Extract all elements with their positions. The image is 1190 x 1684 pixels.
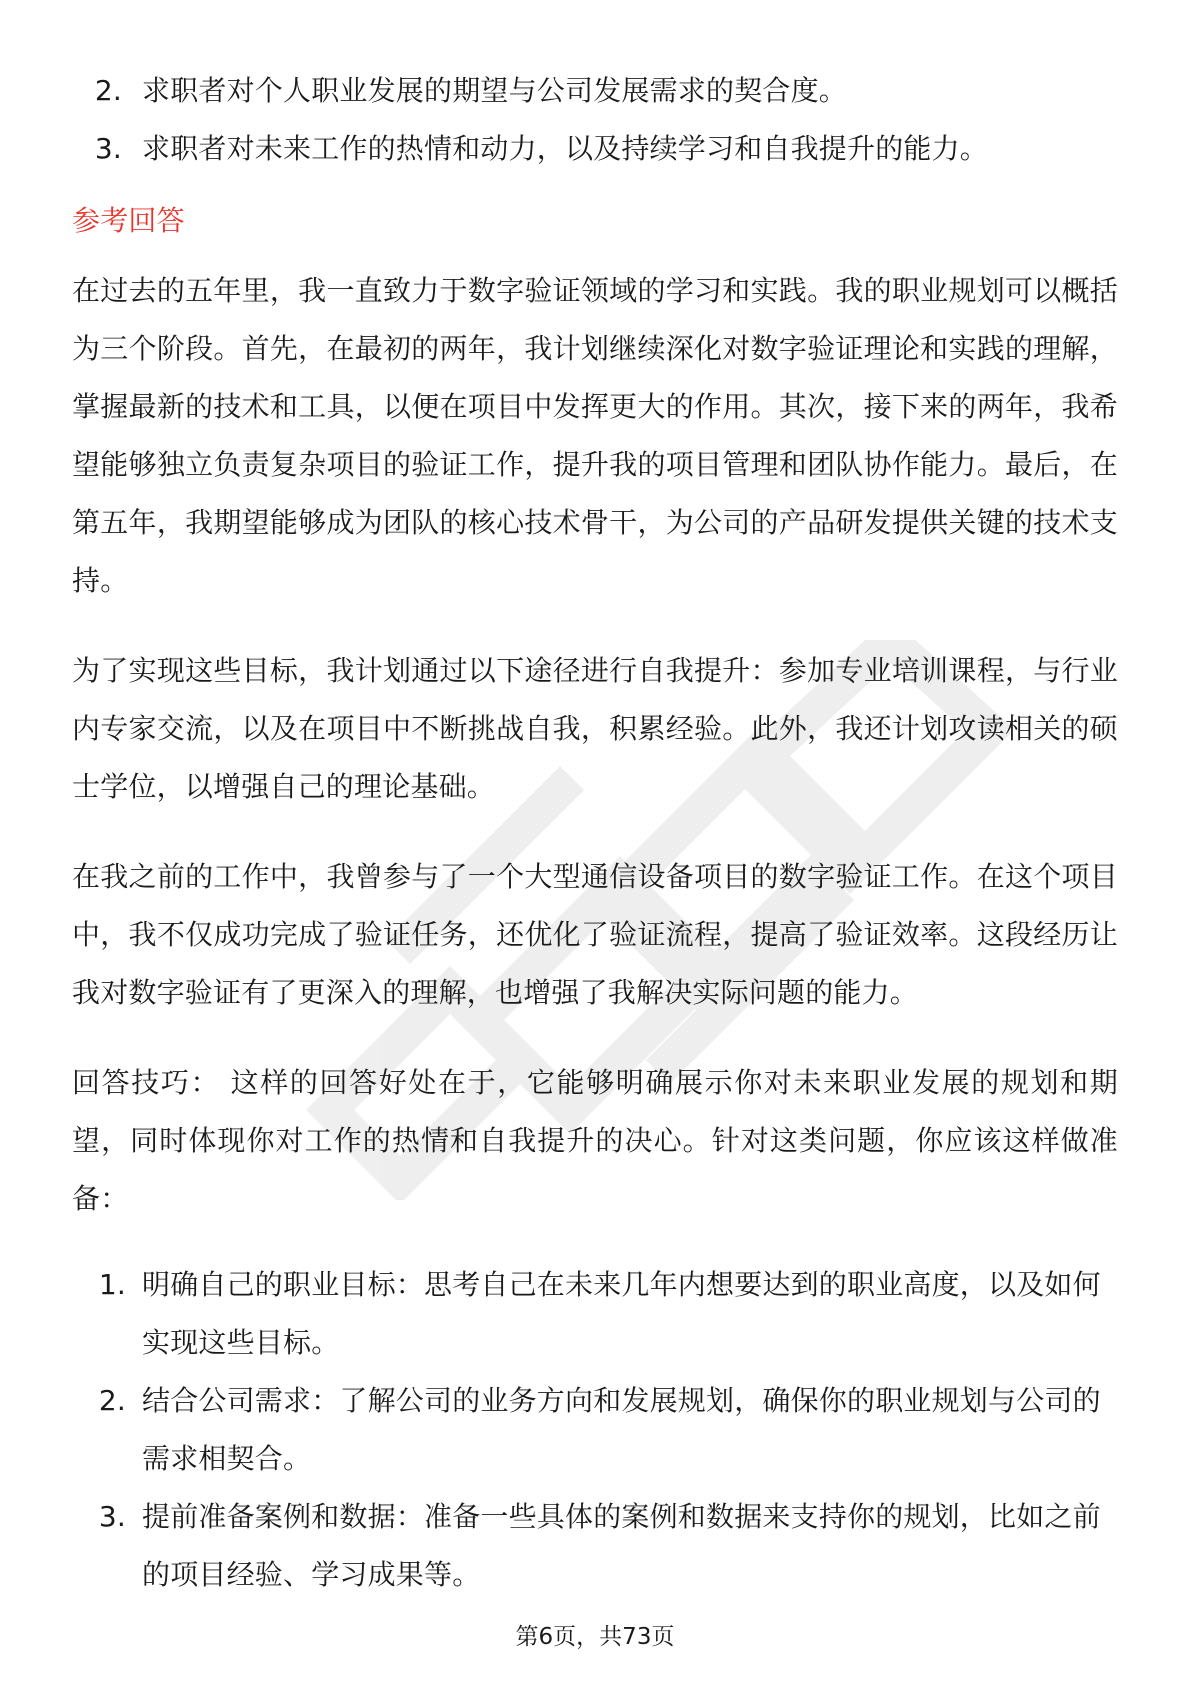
page-content (72, 62, 1118, 1604)
list-item (72, 120, 1118, 178)
answer-paragraph: 在我之前的工作中，我曾参与了一个大型通信设备项目的数字验证工作。在这个项目中，我不仅成功完成了验证任务，还优化了验证流程，提高了验证效率。这段经历让我对数字验证有了更深入的理解，也增强了我解决实际问题的能力。 (72, 860, 1118, 1009)
list-item (72, 62, 1118, 120)
list-number: 2. (94, 74, 122, 107)
list-text: 明确自己的职业目标：思考自己在未来几年内想要达到的职业高度，以及如何实现这些目标。 (142, 1268, 1101, 1359)
list-text: 求职者对未来工作的热情和动力，以及持续学习和自我提升的能力。 (142, 132, 989, 165)
list-number: 3. (94, 132, 122, 165)
page-number-footer: 第6页，共73页 (515, 1624, 675, 1650)
answer-paragraph: 为了实现这些目标，我计划通过以下途径进行自我提升：参加专业培训课程，与行业内专家交流，以及在项目中不断挑战自我，积累经验。此外，我还计划攻读相关的硕士学位，以增强自己的理论基础。 (72, 654, 1118, 803)
tips-paragraph: 回答技巧： 这样的回答好处在于，它能够明确展示你对未来职业发展的规划和期望，同时体现你对工作的热情和自我提升的决心。针对这类问题，你应该这样做准备： (72, 1066, 1118, 1215)
list-item (72, 1488, 1118, 1604)
answer-paragraph: 在过去的五年里，我一直致力于数字验证领域的学习和实践。我的职业规划可以概括为三个阶段。首先，在最初的两年，我计划继续深化对数字验证理论和实践的理解，掌握最新的技术和工具，以便在项目中发挥更大的作用。其次，接下来的两年，我希望能够独立负责复杂项目的验证工作，提升我的项目管理和团队协作能力。最后，在第五年，我期望能够成为团队的核心技术骨干，为公司的产品研发提供关键的技术支持。 (72, 274, 1118, 597)
list-number: 1. (98, 1268, 126, 1301)
list-text: 提前准备案例和数据：准备一些具体的案例和数据来支持你的规划，比如之前的项目经验、学习成果等。 (142, 1500, 1101, 1591)
tips-list (72, 1256, 1118, 1604)
list-number: 2. (98, 1384, 126, 1417)
section-heading: 参考回答 (72, 204, 185, 237)
evaluation-points-list (72, 62, 1118, 178)
list-number: 3. (98, 1500, 126, 1533)
list-item (72, 1256, 1118, 1372)
list-text: 求职者对个人职业发展的期望与公司发展需求的契合度。 (142, 74, 848, 107)
list-text: 结合公司需求：了解公司的业务方向和发展规划，确保你的职业规划与公司的需求相契合。 (142, 1384, 1101, 1475)
list-item (72, 1372, 1118, 1488)
